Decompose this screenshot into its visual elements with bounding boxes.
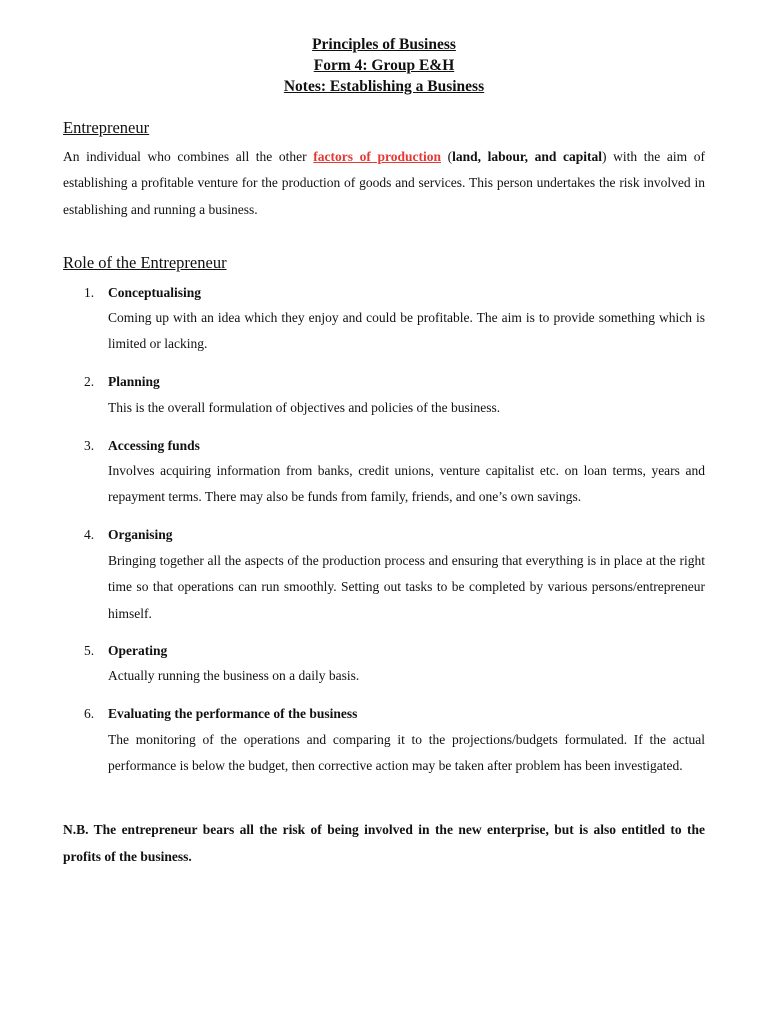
role-title: Organising [108, 527, 173, 542]
role-description: Involves acquiring information from banks, credit unions, venture capitalist etc. on loan terms, years and repayment terms. There may also be funds from family, friends, and one’s own savings. [108, 463, 705, 505]
role-description: The monitoring of the operations and comparing it to the projections/budgets formulated. If the actual performance is below the budget, then corrective action may be taken after problem has been investigated. [108, 732, 705, 774]
role-description: Actually running the business on a daily basis. [108, 668, 360, 683]
role-title: Evaluating the performance of the business [108, 706, 358, 721]
entrepreneur-heading: Entrepreneur [63, 118, 150, 137]
role-title: Conceptualising [108, 285, 202, 300]
role-description: Coming up with an idea which they enjoy and could be profitable. The aim is to provide something which is limited or lacking. [108, 310, 705, 352]
document-subtitle-notes: Notes: Establishing a Business [283, 78, 485, 95]
role-description: Bringing together all the aspects of the production process and ensuring that everything is in place at the right time so that operations can run smoothly. Setting out tasks to be completed by various persons/entrepreneur himself. [108, 553, 705, 621]
role-title: Accessing funds [108, 438, 200, 453]
role-number: 3. [84, 438, 95, 453]
role-title: Planning [108, 374, 160, 389]
definition-paren-open: ( [441, 149, 453, 164]
role-title: Operating [108, 643, 168, 658]
nb-note: N.B. The entrepreneur bears all the risk of being involved in the new enterprise, but is also entitled to the profits of the business. [63, 822, 705, 864]
role-number: 2. [84, 374, 95, 389]
role-number: 1. [84, 285, 95, 300]
role-number: 5. [84, 643, 95, 658]
entrepreneur-definition [63, 144, 705, 223]
document-header [0, 34, 768, 97]
role-number: 6. [84, 706, 95, 721]
role-number: 4. [84, 527, 95, 542]
factors-list: land, labour, and capital [452, 149, 603, 164]
role-heading: Role of the Entrepreneur [63, 253, 227, 272]
document-title: Principles of Business [312, 36, 456, 53]
factors-of-production-highlight: factors of production [313, 149, 442, 164]
role-description: This is the overall formulation of objectives and policies of the business. [108, 400, 501, 415]
definition-text-end: ) with the aim of establishing a profitable venture for the production of goods and services. This person undertakes the risk involved in establishing and running a business. [63, 149, 705, 217]
definition-text-start: An individual who combines all the other [63, 149, 314, 164]
document-subtitle-form: Form 4: Group E&H [313, 57, 455, 74]
